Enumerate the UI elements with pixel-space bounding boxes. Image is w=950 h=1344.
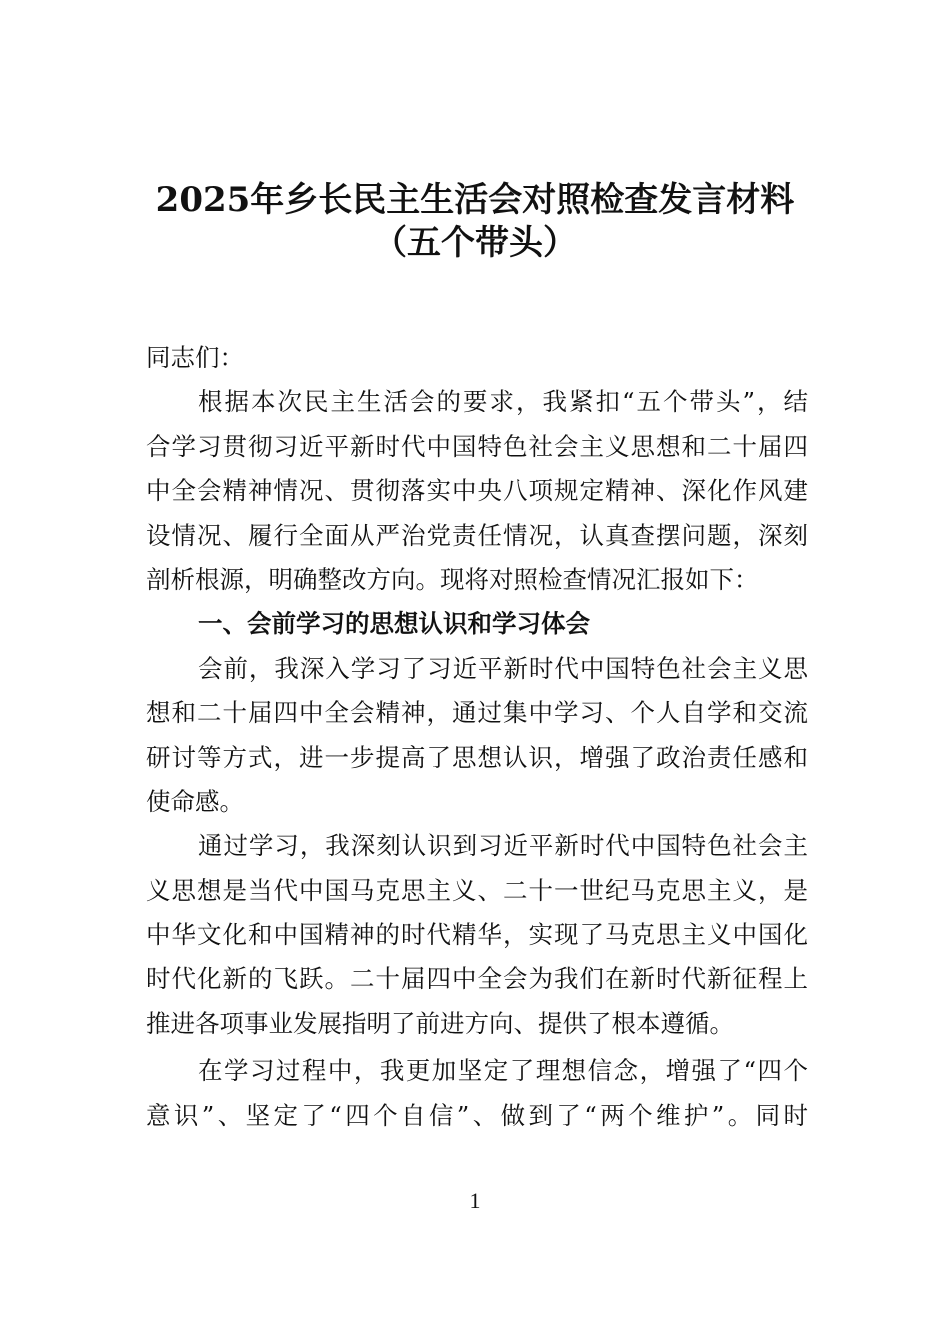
text-line: 根据本次民主生活会的要求，我紧扣“五个带头”，结 bbox=[198, 387, 808, 417]
page-number: 1 bbox=[469, 1188, 481, 1213]
section-heading: 一、会前学习的思想认识和学习体会 bbox=[198, 609, 590, 639]
text-line: 中全会精神情况、贯彻落实中央八项规定精神、深化作风建 bbox=[146, 476, 808, 506]
paragraph bbox=[146, 1049, 808, 1138]
text-line: 通过学习，我深刻认识到习近平新时代中国特色社会主 bbox=[198, 831, 808, 861]
intro-paragraph bbox=[146, 380, 808, 602]
document-body bbox=[146, 336, 808, 1138]
text-line: 剖析根源，明确整改方向。现将对照检查情况汇报如下： bbox=[146, 564, 759, 594]
text-line: 义思想是当代中国马克思主义、二十一世纪马克思主义，是 bbox=[146, 875, 808, 905]
text-line: 推进各项事业发展指明了前进方向、提供了根本遵循。 bbox=[146, 1008, 734, 1038]
paragraph bbox=[146, 647, 808, 825]
text-line: 在学习过程中，我更加坚定了理想信念，增强了“四个 bbox=[198, 1056, 808, 1086]
text-line: 时代化新的飞跃。二十届四中全会为我们在新时代新征程上 bbox=[146, 964, 808, 994]
text-line: 意识”、坚定了“四个自信”、做到了“两个维护”。同时 bbox=[146, 1100, 808, 1130]
text-line: 会前，我深入学习了习近平新时代中国特色社会主义思 bbox=[198, 653, 808, 683]
text-line: 设情况、履行全面从严治党责任情况，认真查摆问题，深刻 bbox=[146, 520, 808, 550]
text-line: 合学习贯彻习近平新时代中国特色社会主义思想和二十届四 bbox=[146, 431, 808, 461]
text-line: 想和二十届四中全会精神，通过集中学习、个人自学和交流 bbox=[146, 698, 808, 728]
paragraph bbox=[146, 824, 808, 1046]
text-line: 中华文化和中国精神的时代精华，实现了马克思主义中国化 bbox=[146, 920, 808, 950]
text-line: 使命感。 bbox=[146, 786, 244, 816]
text-line: 研讨等方式，进一步提高了思想认识，增强了政治责任感和 bbox=[146, 742, 808, 772]
document-title: 2025年乡长民主生活会对照检查发言材料 bbox=[155, 180, 795, 220]
document-subtitle: （五个带头） bbox=[373, 223, 577, 263]
salutation: 同志们： bbox=[146, 343, 244, 372]
